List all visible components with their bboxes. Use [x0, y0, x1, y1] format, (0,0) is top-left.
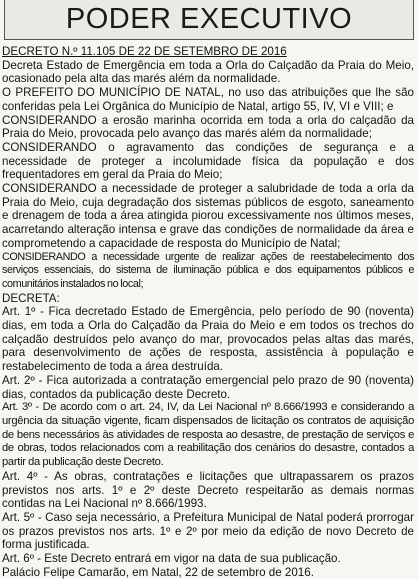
article-paragraph: Art. 3º - De acordo com o art. 24, IV, da Lei Nacional nº 8.666/1993 e considerando a urgência da situação vigente, ficam dispensados de licitação os contratos de aquisição de bens necessários às atividades de resposta ao desastre, de prestação de serviços e de obras, todos relacionados com a reabilitação dos cenários do desastre, contados a partir da publicação deste Decreto. — [2, 401, 414, 469]
article-paragraph: Art. 5º - Caso seja necessário, a Prefeitura Municipal de Natal poderá prorrogar os prazos previstos nos arts. 1º e 2º por meio da edição de novo Decreto de forma justificada. — [2, 510, 414, 552]
considering-paragraph: CONSIDERANDO a erosão marinha ocorrida em toda a orla do calçadão da Praia do Meio, provocada pelo avanço das marés além da normalidade; — [2, 113, 414, 141]
article-paragraph: Art. 2º - Fica autorizada a contratação emergencial pelo prazo de 90 (noventa) dias, contados da publicação deste Decreto. — [2, 373, 414, 401]
article-paragraph: Art. 6º - Este Decreto entrará em vigor na data de sua publicação. — [2, 552, 341, 566]
article-paragraph: Art. 4º - As obras, contratações e licitações que ultrapassarem os prazos previstos nos arts. 1º e 2º deste Decreto respeitarão as demais normas contidas na Lei Nacional nº 8.666/1993. — [2, 469, 414, 511]
decree-body — [2, 45, 414, 579]
decree-preamble: O PREFEITO DO MUNICÍPIO DE NATAL, no uso das atribuições que lhe são conferidas pela Lei Orgânica do Município de Natal, artigo 55, IV, VI e VIII; e — [2, 86, 414, 113]
decree-summary: Decreta Estado de Emergência em toda a Orla do Calçadão da Praia do Meio, ocasionado pela alta das marés além da normalidade. — [2, 58, 414, 86]
article-paragraph: Art. 1º - Fica decretado Estado de Emergência, pelo período de 90 (noventa) dias, em toda a Orla do Calçadão da Praia do Meio e em todos os trechos do calçadão destruídos pelo avanço do mar, provocados pelas altas das marés, para desenvolvimento de ações de resposta, assistência à população e restabelecimento de toda a área destruída. — [2, 305, 414, 374]
signature-line: Palácio Felipe Camarão, em Natal, 22 de setembro de 2016. — [2, 565, 314, 579]
considering-paragraph: CONSIDERANDO a necessidade urgente de realizar ações de reestabelecimento dos serviços essenciais, do sistema de iluminação pública e dos equipamentos públicos e comunitários instalados no local; — [2, 250, 414, 290]
considering-paragraph: CONSIDERANDO o agravamento das condições de segurança e a necessidade de proteger a incolumidade física da população e dos frequentadores em geral da Praia do Meio; — [2, 140, 414, 182]
section-title: PODER EXECUTIVO — [65, 3, 353, 35]
decree-title: DECRETO N.º 11.105 DE 22 DE SETEMBRO DE 2016 — [2, 45, 287, 58]
considering-paragraph: CONSIDERANDO a necessidade de proteger a salubridade de toda a orla da Praia do Meio, cuja degradação dos sistemas públicos de esgoto, saneamento e drenagem de toda a área atingida piorou excessivamente nos últimos meses, acarretando alteração intensa e grave das condições de normalidade da área e comprometendo a capacidade de resposta do Município de Natal; — [2, 182, 414, 250]
section-header — [4, 0, 414, 40]
decreta-label: DECRETA: — [2, 291, 60, 305]
